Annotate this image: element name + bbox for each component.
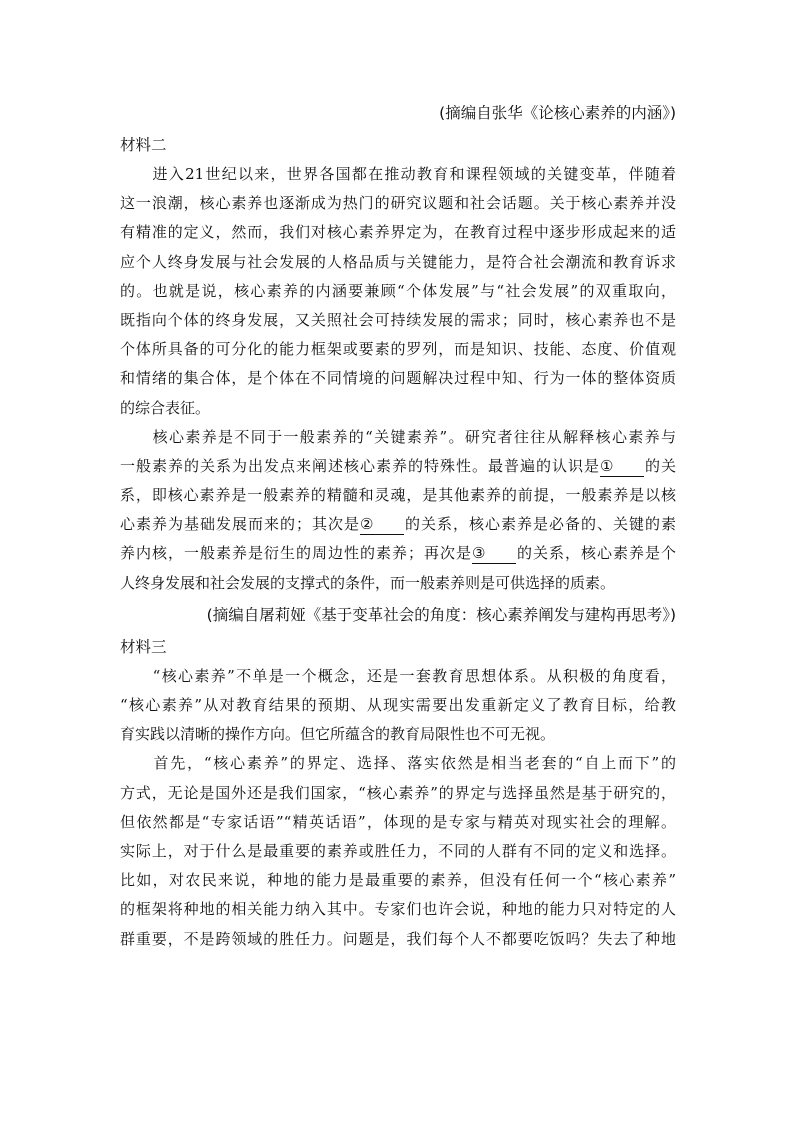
text-segment: 的关 — [643, 456, 676, 475]
text-line: 的框架将种地的相关能力纳入其中。专家们也许会说，种地的能力只对特定的人 — [120, 900, 676, 919]
text-line: 系，即核心素养是一般素养的精髓和灵魂，是其他素养的前提，一般素养是以核 — [120, 486, 676, 505]
text-line: 的。也就是说，核心素养的内涵要兼顾“个体发展”与“社会发展”的双重取向， — [120, 281, 676, 300]
text-line: 育实践以清晰的操作方向。但它所蕴含的教育局限性也不可无视。 — [120, 725, 556, 744]
text-line: 个体所具备的可分化的能力框架或要素的罗列，而是知识、技能、态度、价值观 — [120, 340, 676, 359]
text-line: 核心素养是不同于一般素养的“关键素养”。研究者往往从解释核心素养与 — [120, 427, 676, 446]
paragraph-2b — [120, 423, 676, 598]
text-line — [120, 539, 676, 568]
document-page — [120, 96, 676, 954]
text-line: 实际上，对于什么是最重要的素养或胜任力，不同的人群有不同的定义和选择。 — [120, 841, 676, 860]
fill-blank-1: ① — [600, 456, 644, 477]
text-line: 群重要，不是跨领域的胜任力。问题是，我们每个人不都要吃饭吗？失去了种地 — [120, 929, 676, 948]
text-line: 首先，“核心素养”的界定、选择、落实依然是相当老套的“自上而下”的 — [120, 754, 676, 773]
text-segment: 养内核，一般素养是衍生的周边性的素养；再次是 — [120, 544, 472, 563]
text-segment: 一般素养的关系为出发点来阐述核心素养的特殊性。最普遍的认识是 — [120, 456, 600, 475]
text-segment: 的关系，核心素养是必备的、关键的素 — [404, 515, 676, 534]
text-line: 比如，对农民来说，种地的能力是最重要的素养，但没有任何一个“核心素养” — [120, 871, 676, 890]
text-line: 但依然都是“专家话语”“精英话语”，体现的是专家与精英对现实社会的理解。 — [120, 812, 676, 831]
paragraph-2a — [120, 160, 676, 423]
text-line: 进入21世纪以来，世界各国都在推动教育和课程领域的关键变革，伴随着 — [120, 165, 676, 183]
text-line: 人终身发展和社会发展的支撑式的条件，而一般素养则是可供选择的质素。 — [120, 573, 616, 592]
fill-blank-2: ② — [360, 514, 404, 535]
fill-blank-3: ③ — [472, 543, 516, 564]
text-line — [120, 452, 676, 481]
text-line: 有精准的定义，然而，我们对核心素养界定为，在教育过程中逐步形成起来的适 — [120, 223, 676, 242]
heading-material-3: 材料三 — [120, 637, 167, 656]
text-line: 方式，无论是国外还是我们国家，“核心素养”的界定与选择虽然是基于研究的， — [120, 783, 676, 802]
text-line: 这一浪潮，核心素养也逐渐成为热门的研究议题和社会话题。关于核心素养并没 — [120, 194, 676, 213]
text-line: 既指向个体的终身发展，又关照社会可持续发展的需求；同时，核心素养也不是 — [120, 310, 676, 329]
text-line: 应个人终身发展与社会发展的人格品质与关键能力，是符合社会潮流和教育诉求 — [120, 252, 676, 271]
text-line: “核心素养”从对教育结果的预期、从现实需要出发重新定义了教育目标，给教 — [120, 696, 676, 714]
heading-material-2: 材料二 — [120, 136, 167, 154]
paragraph-3a — [120, 662, 676, 750]
text-segment: 心素养为基础发展而来的；其次是 — [120, 515, 360, 534]
text-line — [120, 510, 676, 539]
paragraph-3b — [120, 749, 676, 953]
source-citation-2: (摘编自屠莉娅《基于变革社会的角度：核心素养阐发与建构再思考》) — [206, 605, 676, 624]
text-line: “核心素养”不单是一个概念，还是一套教育思想体系。从积极的角度看， — [120, 666, 676, 685]
source-citation-1: (摘编自张华《论核心素养的内涵》) — [439, 104, 676, 122]
text-line: 和情绪的集合体，是个体在不同情境的问题解决过程中知、行为一体的整体资质 — [120, 369, 676, 388]
text-line: 的综合表征。 — [120, 398, 211, 417]
text-segment: 的关系，核心素养是个 — [515, 544, 676, 563]
